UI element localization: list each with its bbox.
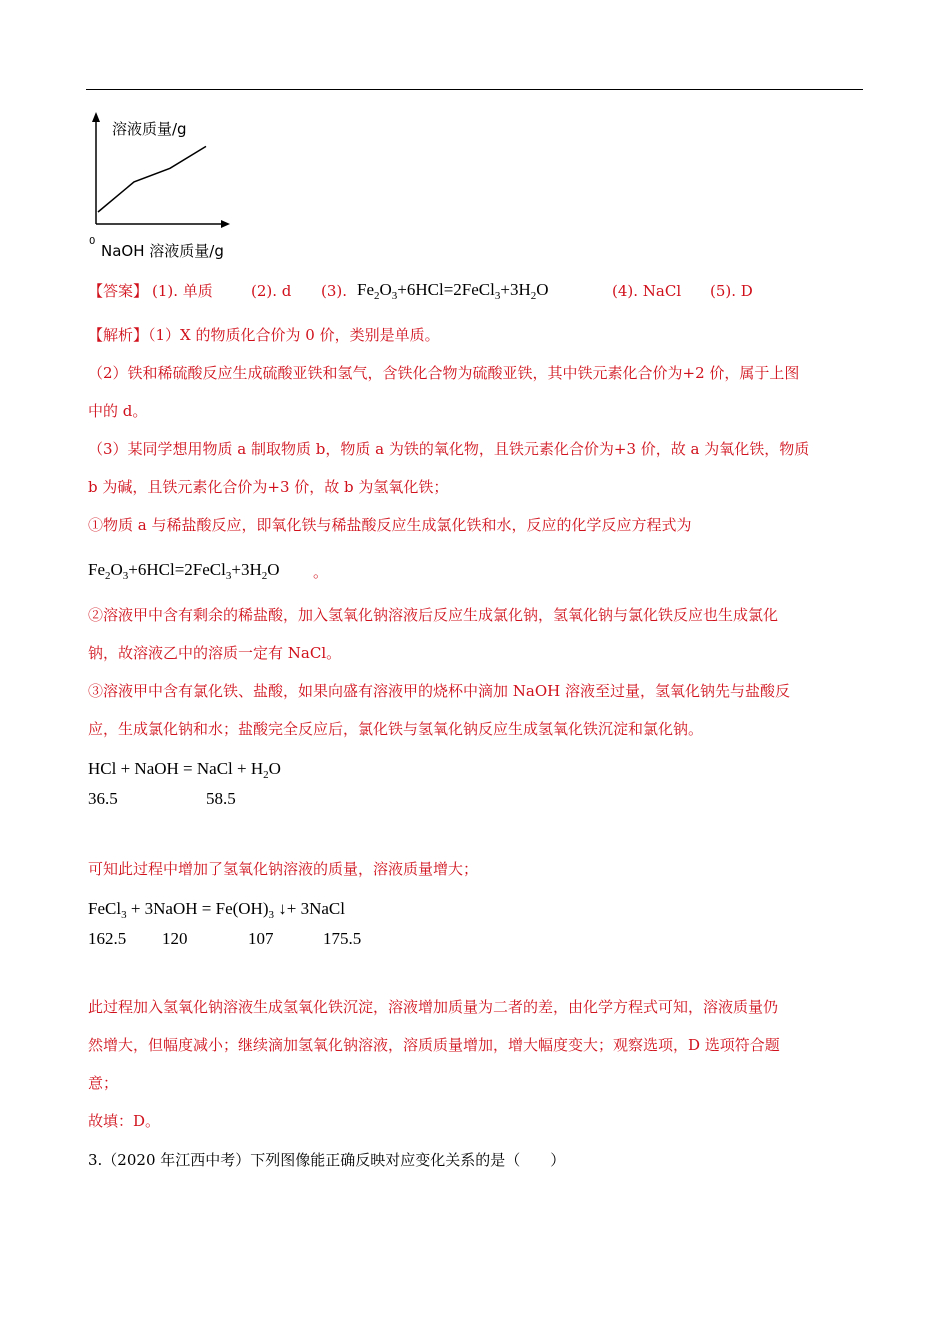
answer-4: (4). NaCl [612,282,682,300]
fecl3-mass-4: 175.5 [323,929,362,948]
analysis-p5b: 钠，故溶液乙中的溶质一定有 NaCl。 [88,644,342,662]
analysis-p8b: 然增大，但幅度减小；继续滴加氢氧化钠溶液，溶质质量增加，增大幅度变大；观察选项，D 选项符合题 [88,1036,780,1054]
analysis-p8c: 意； [88,1074,119,1092]
answer-3-equation: $Fe_2O_3+6HCl=2FeCl_3+3H_2O$ [357,280,549,302]
solution-mass-chart [84,110,254,270]
equation-fe2o3: $Fe_2O_3+6HCl=2FeCl_3+3H_2O$ [88,560,280,582]
series-line [98,146,206,212]
y-axis-label: 溶液质量/g [112,120,187,138]
y-axis-arrow [92,112,100,122]
analysis-p6a: ③溶液甲中含有氯化铁、盐酸，如果向盛有溶液甲的烧杯中滴加 NaOH 溶液至过量，氢氧化钠先与盐酸反 [88,682,790,700]
fecl3-mass-2: 120 [162,929,188,948]
header-rule [86,89,863,90]
analysis-p3b: b 为碱，且铁元素化合价为+3 价，故 b 为氢氧化铁； [88,478,449,496]
analysis-p9: 故填：D。 [88,1112,161,1130]
answer-1: (1). 单质 [152,282,213,300]
x-axis-label: NaOH 溶液质量/g [101,242,224,260]
hcl-mass-2: 58.5 [206,789,236,808]
analysis-p2a: （2）铁和稀硫酸反应生成硫酸亚铁和氢气，含铁化合物为硫酸亚铁，其中铁元素化合价为+2 价，属于上图 [88,364,800,382]
answer-5: (5). D [710,282,753,300]
analysis-p7: 可知此过程中增加了氢氧化钠溶液的质量，溶液质量增大； [88,860,479,878]
answer-3: (3). [321,282,348,300]
origin-label: 0 [89,236,96,247]
hcl-mass-1: 36.5 [88,789,118,808]
answer-2: (2). d [251,282,292,300]
analysis-p3a: （3）某同学想用物质 a 制取物质 b，物质 a 为铁的氧化物，且铁元素化合价为+3 价，故 a 为氧化铁，物质 [88,440,810,458]
analysis-p6b: 应，生成氯化钠和水；盐酸完全反应后，氯化铁与氢氧化钠反应生成氢氧化铁沉淀和氯化钠。 [88,720,704,738]
equation-fe2o3-end: 。 [313,563,329,581]
fecl3-mass-3: 107 [248,929,274,948]
equation-fecl3: FeCl$_3$ + 3NaOH = $Fe(OH)_3$ ↓+ 3NaCl [88,899,345,921]
answer-label: 【答案】 [88,282,149,300]
analysis-p8a: 此过程加入氢氧化钠溶液生成氢氧化铁沉淀，溶液增加质量为二者的差，由化学方程式可知，溶液质量仍 [88,998,779,1016]
equation-hcl: HCl + NaOH = NaCl + $H_2O$ [88,759,281,781]
fecl3-mass-1: 162.5 [88,929,127,948]
analysis-p2b: 中的 d。 [88,402,148,420]
question-3: 3.（2020 年江西中考）下列图像能正确反映对应变化关系的是（ ） [88,1151,566,1169]
analysis-p4: ①物质 a 与稀盐酸反应，即氧化铁与稀盐酸反应生成氯化铁和水，反应的化学反应方程式为 [88,516,692,534]
analysis-p1: 【解析】（1）X 的物质化合价为 0 价，类别是单质。 [88,326,440,344]
analysis-p5a: ②溶液甲中含有剩余的稀盐酸，加入氢氧化钠溶液后反应生成氯化钠，氢氧化钠与氯化铁反应也生成氯化 [88,606,779,624]
x-axis-arrow [221,220,230,228]
